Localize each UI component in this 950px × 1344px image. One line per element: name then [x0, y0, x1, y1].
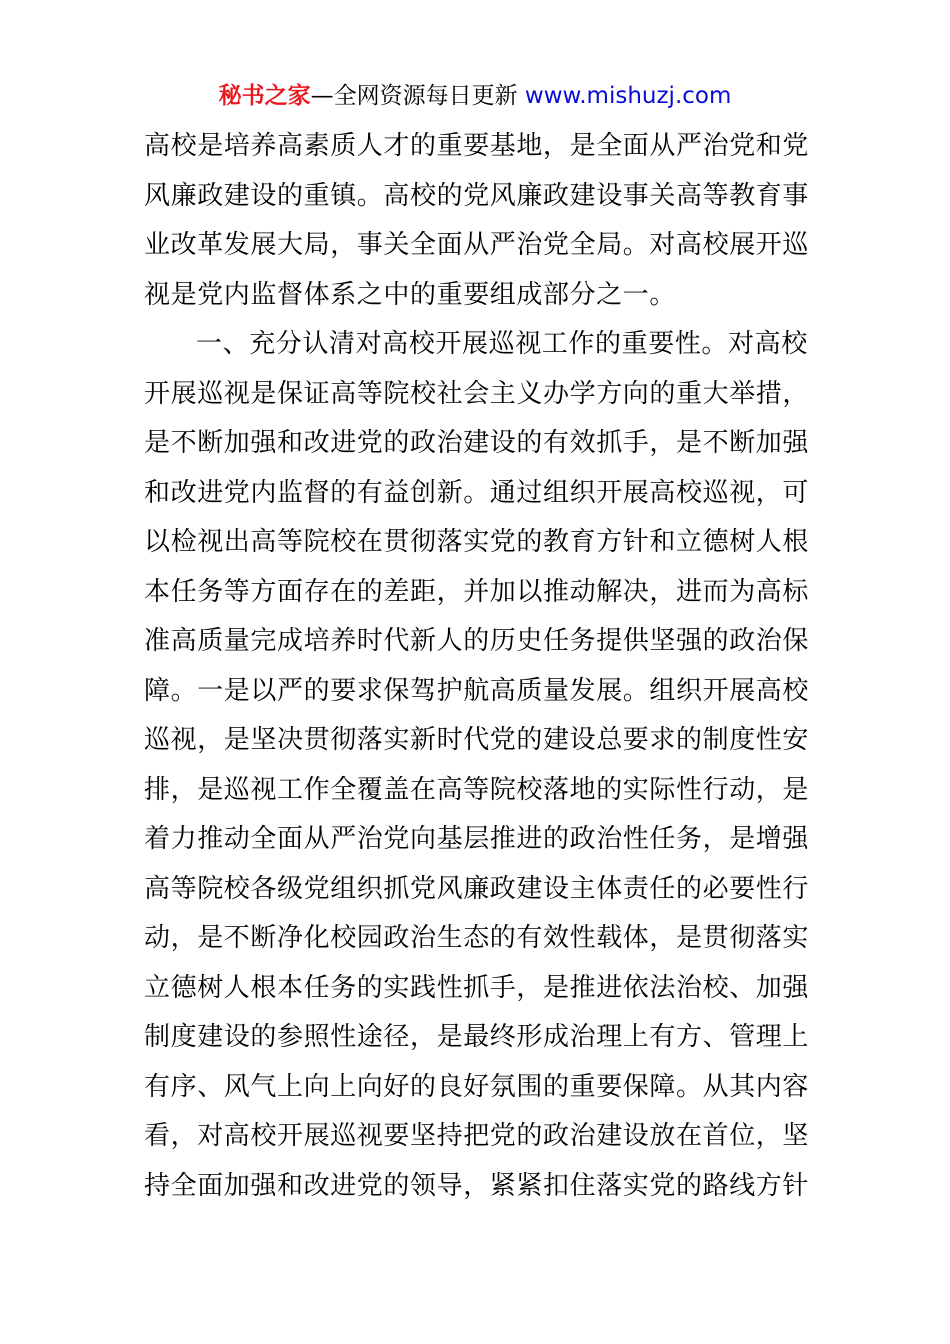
paragraph-line: 有序、风气上向上向好的良好氛围的重要保障。从其内容 — [144, 1071, 810, 1102]
paragraph-line: 着力推动全面从严治党向基层推进的政治性任务，是增强 — [144, 824, 810, 854]
paragraph-line: 障。一是以严的要求保驾护航高质量发展。组织开展高校 — [144, 675, 810, 706]
section-heading-line: 一、充分认清对高校开展巡视工作的重要性。对高校 — [196, 329, 808, 359]
paragraph-line: 风廉政建设的重镇。高校的党风廉政建设事关高等教育事 — [144, 180, 810, 211]
paragraph-line: 本任务等方面存在的差距，并加以推动解决，进而为高标 — [144, 576, 810, 607]
brand-name: 秘书之家 — [218, 83, 311, 109]
paragraph-line: 准高质量完成培养时代新人的历史任务提供坚强的政治保 — [144, 626, 810, 656]
header-tagline: —全网资源每日更新 — [310, 83, 518, 109]
paragraph-line: 立德树人根本任务的实践性抓手，是推进依法治校、加强 — [144, 972, 810, 1003]
paragraph-line: 业改革发展大局，事关全面从严治党全局。对高校展开巡 — [144, 230, 810, 260]
paragraph-line: 排，是巡视工作全覆盖在高等院校落地的实际性行动，是 — [144, 774, 810, 805]
document-body — [144, 122, 814, 1211]
site-url-link[interactable]: www.mishuzj.com — [524, 83, 732, 109]
paragraph-line: 视是党内监督体系之中的重要组成部分之一。 — [144, 279, 677, 310]
paragraph-line: 高等院校各级党组织抓党风廉政建设主体责任的必要性行 — [144, 873, 810, 904]
paragraph-line: 开展巡视是保证高等院校社会主义办学方向的重大举措， — [144, 378, 810, 409]
paragraph-line: 制度建设的参照性途径，是最终形成治理上有方、管理上 — [144, 1022, 810, 1052]
paragraph-line: 看，对高校开展巡视要坚持把党的政治建设放在首位，坚 — [144, 1121, 810, 1151]
paragraph-line: 以检视出高等院校在贯彻落实党的教育方针和立德树人根 — [144, 527, 810, 557]
site-header — [0, 80, 950, 112]
paragraph-line: 和改进党内监督的有益创新。通过组织开展高校巡视，可 — [144, 477, 810, 508]
paragraph-line: 巡视，是坚决贯彻落实新时代党的建设总要求的制度性安 — [144, 725, 810, 755]
paragraph-line: 高校是培养高素质人才的重要基地，是全面从严治党和党 — [144, 131, 810, 161]
paragraph-line: 动，是不断净化校园政治生态的有效性载体，是贯彻落实 — [144, 923, 810, 953]
paragraph-line: 持全面加强和改进党的领导，紧紧扣住落实党的路线方针 — [144, 1170, 810, 1201]
paragraph-line: 是不断加强和改进党的政治建设的有效抓手，是不断加强 — [144, 428, 810, 458]
